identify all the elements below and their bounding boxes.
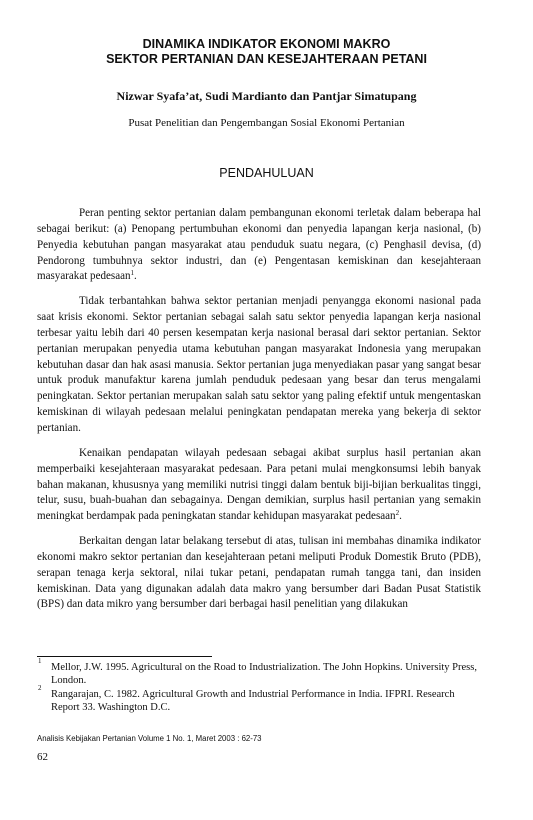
paragraph-3 [37,446,481,525]
paragraph-text: Peran penting sektor pertanian dalam pembangunan ekonomi terletak dalam beberapa hal sebagai berikut: (a) Penopang pertumbuhan ekonomi dan penyedia lapangan kerja nasional, (b) Penyedia kebutuhan pangan masyarakat atau penduduk suatu negara, (c) Penghasil devisa, (d) Pendorong tumbuhnya sektor industri, dan (e) Pengentasan kemiskinan dan kesejahteraan masyarakat pedesaan [37,207,481,283]
author-list: Nizwar Syafa’at, Sudi Mardianto dan Pantjar Simatupang [116,89,417,103]
author-affiliation: Pusat Penelitian dan Pengembangan Sosial Ekonomi Pertanian [128,117,405,129]
paper-title-line-1: DINAMIKA INDIKATOR EKONOMI MAKRO [142,37,391,51]
page-number: 62 [37,751,48,763]
paragraph-tail: . [399,510,402,523]
paragraph-text: Berkaitan dengan latar belakang tersebut di atas, tulisan ini membahas dinamika indikator ekonomi makro sektor pertanian dan kesejahteraan petani meliputi Produk Domestik Bruto (PDB), serapan tenaga kerja sektoral, nilai tukar petani, pendapatan rumah tangga tani, dan insiden kemiskinan. Data yang digunakan adalah data makro yang bersumber dari Badan Pusat Statistik (BPS) dan data mikro yang bersumber dari berbagai hasil penelitian yang dilakukan [37,535,481,611]
footnote-divider [37,656,212,657]
footnotes [37,657,481,715]
footnote-text: Mellor, J.W. 1995. Agricultural on the Road to Industrialization. The John Hopkins. University Press, London. [51,662,477,686]
body-text [37,206,481,622]
paragraph-tail: . [134,270,137,283]
paragraph-4 [37,534,481,613]
paper-title-line-2: SEKTOR PERTANIAN DAN KESEJAHTERAAN PETANI [106,52,427,66]
footnote-reference: 2 [395,509,400,518]
footnote-text: Rangarajan, C. 1982. Agricultural Growth and Industrial Performance in India. IFPRI. Research Report 33. Washington D.C. [51,689,455,713]
footnote-item: 2 Rangarajan, C. 1982. Agricultural Growth and Industrial Performance in India. IFPRI. Research Report 33. Washington D.C. [38,684,455,713]
paper-title [0,37,533,67]
paragraph-text: Tidak terbantahkan bahwa sektor pertanian menjadi penyangga ekonomi nasional pada saat krisis ekonomi. Sektor pertanian sebagai salah satu sektor penyedia lapangan kerja nasional terbesar yaitu lebih dari 40 persen kesempatan kerja nasional berasal dari sektor pertanian. Sektor pertanian merupakan penyedia utama kebutuhan pangan masyarakat Indonesia yang merupakan kebutuhan dasar dan hak asasi manusia. Sektor pertanian juga menyediakan pasar yang sangat besar untuk produk manufaktur karena jumlah penduduk pedesaan yang besar dan terus mengalami peningkatan. Sektor pertanian merupakan salah satu sektor yang paling efektif untuk mengentaskan kemiskinan di wilayah pedesaan melalui peningkatan pendapatan mereka yang bekerja di sektor pertanian. [37,295,481,434]
paragraph-2 [37,294,481,437]
footnote-reference: 1 [130,269,135,278]
section-heading: PENDAHULUAN [219,166,314,180]
journal-citation-footer: Analisis Kebijakan Pertanian Volume 1 No. 1, Maret 2003 : 62-73 [37,734,262,743]
paragraph-text: Kenaikan pendapatan wilayah pedesaan sebagai akibat surplus hasil pertanian akan memperbaiki kesejahteraan masyarakat pedesaan. Para petani mulai mengkonsumsi lebih banyak bahan makanan, khususnya yang memiliki nutrisi tinggi dalam bentuk biji-bijian berkualitas tinggi, telur, susu, buah-buahan dan sebagainya. Dengan demikian, surplus hasil pertanian yang semakin meningkat berdampak pada peningkatan standar kehidupan masyarakat pedesaan [37,446,481,523]
paragraph-1 [37,206,481,285]
footnote-item: 1 Mellor, J.W. 1995. Agricultural on the Road to Industrialization. The John Hopkins. University Press, London. [38,657,477,686]
